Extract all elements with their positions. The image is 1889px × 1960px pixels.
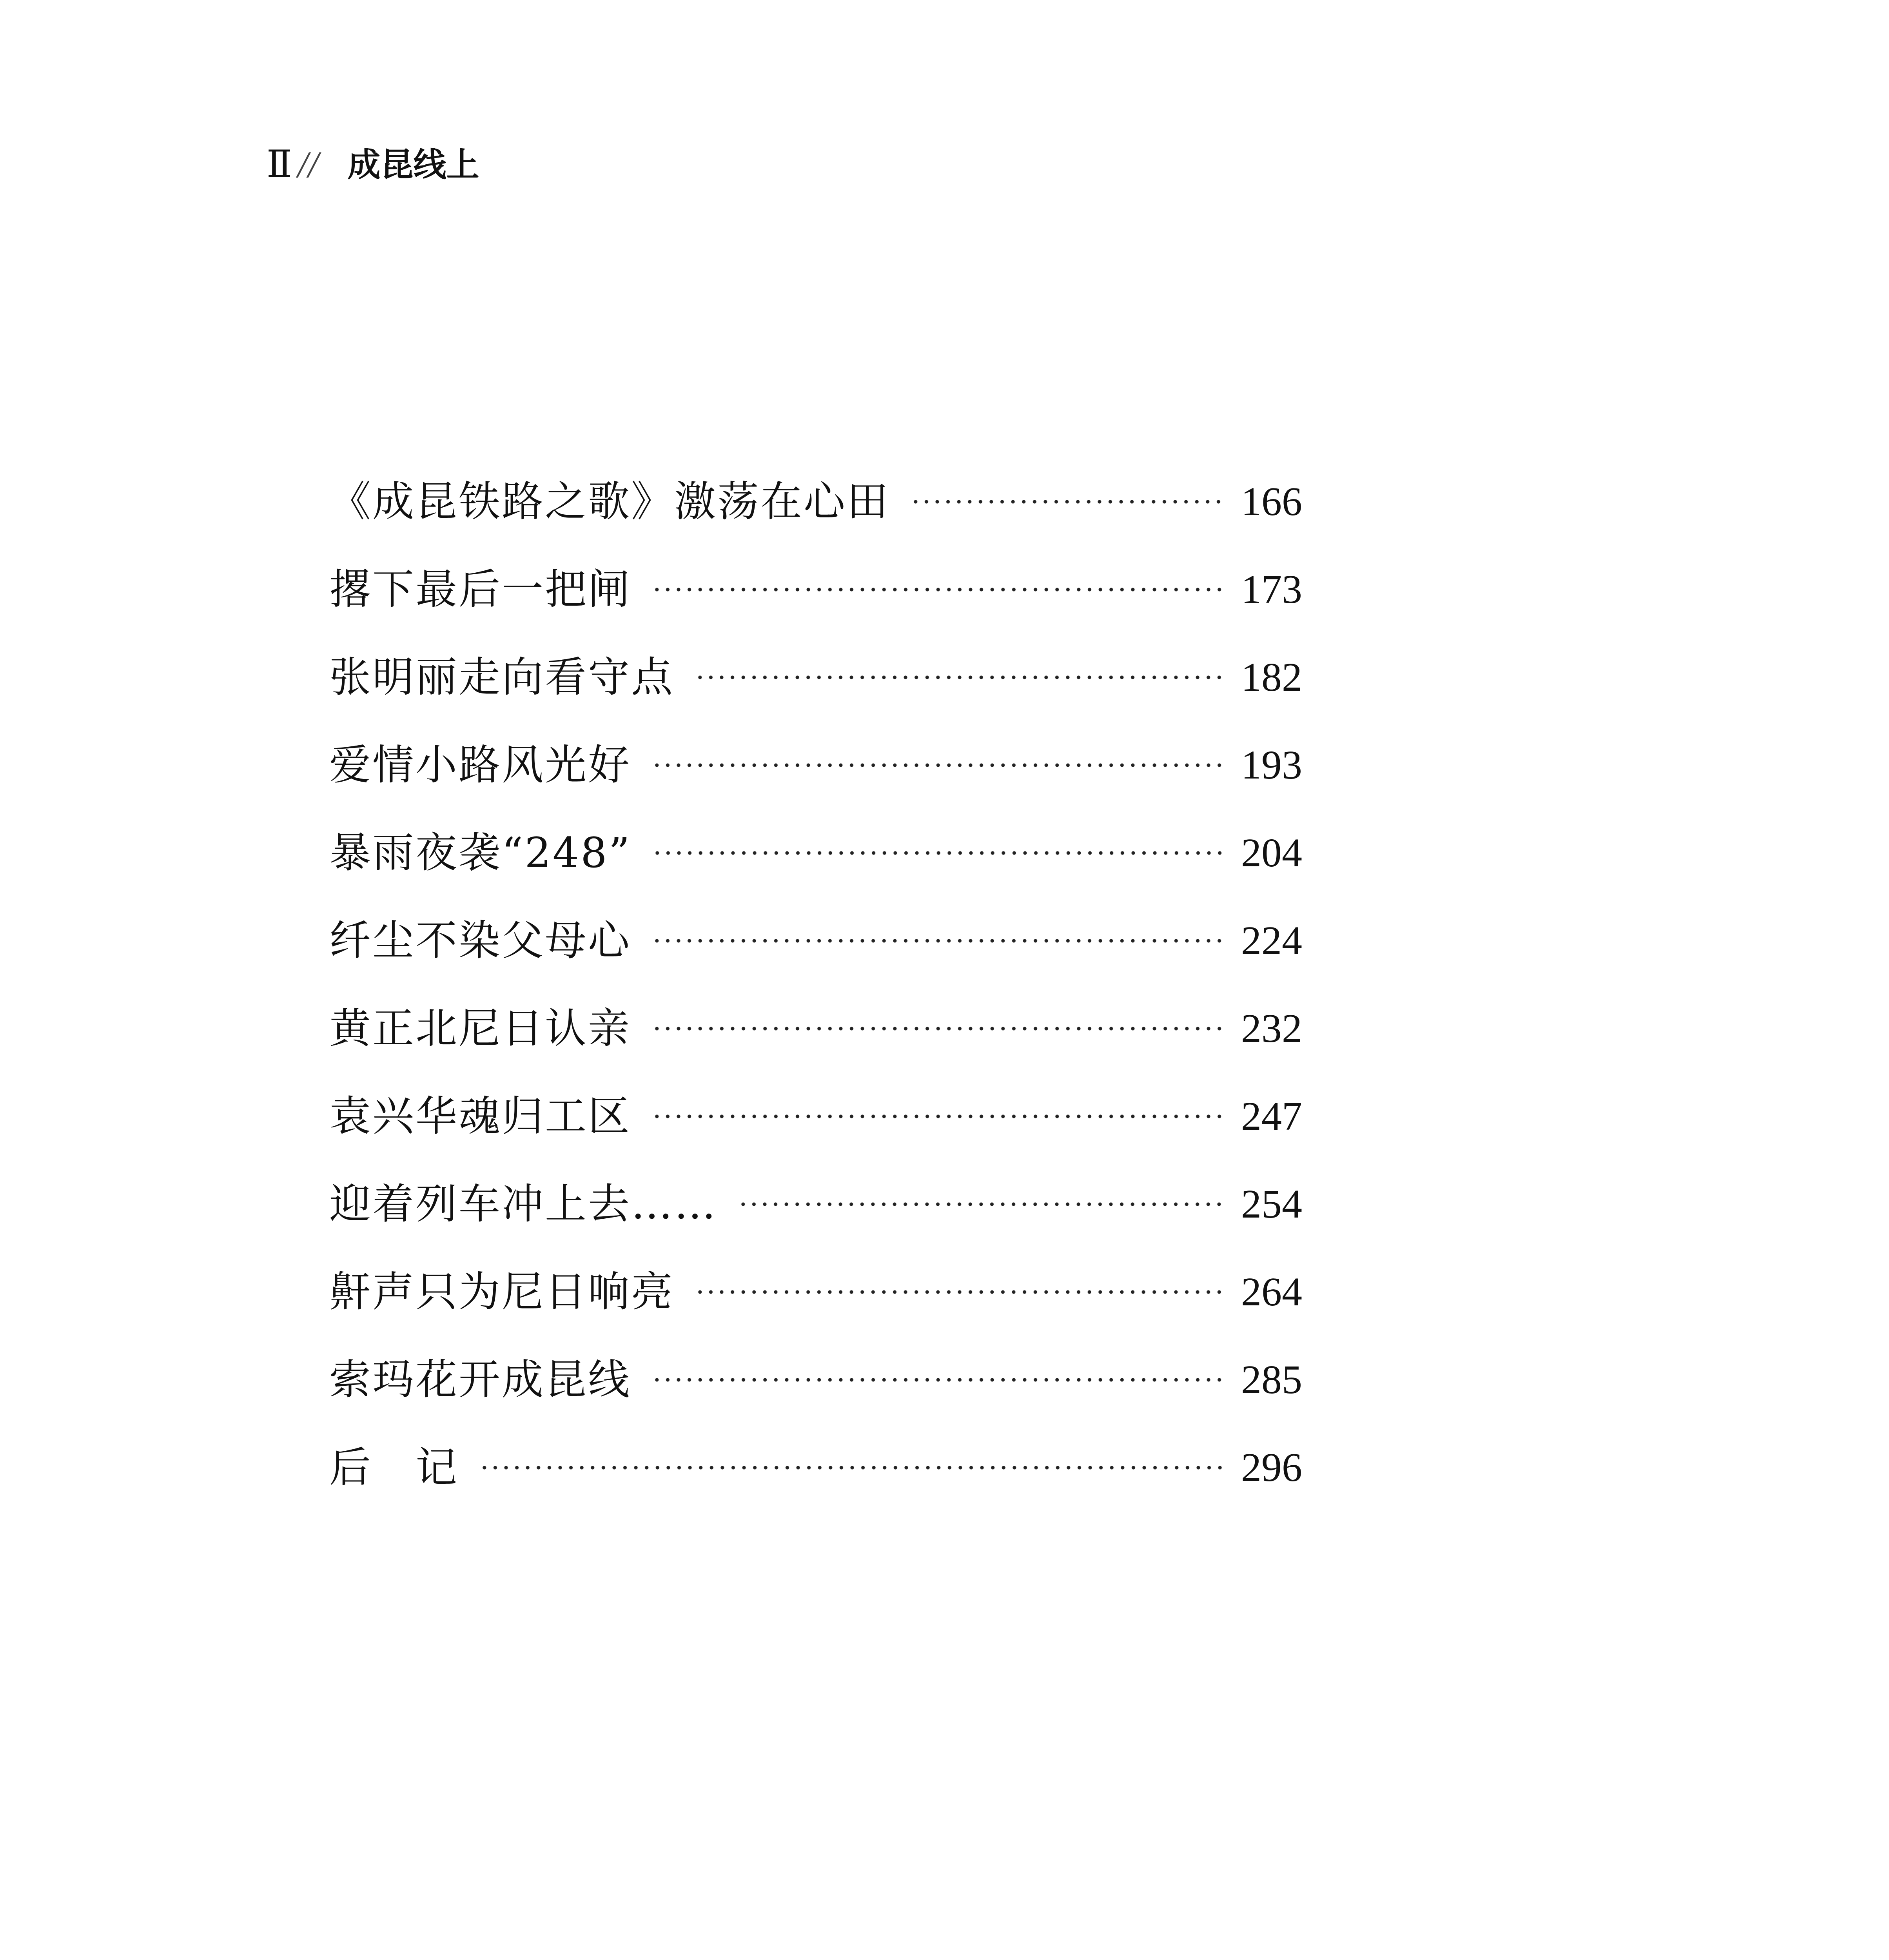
toc-entry-title: 后 记 (329, 1443, 459, 1492)
dot-leader (651, 1026, 1225, 1031)
toc-entry-page: 285 (1241, 1357, 1302, 1402)
toc-entry-page: 296 (1241, 1445, 1302, 1490)
toc-entry-page: 173 (1241, 567, 1302, 612)
book-title: 成昆线上 (347, 145, 479, 184)
toc-entry-page: 182 (1241, 655, 1302, 700)
toc-entry-title: 暴雨夜袭“248” (329, 829, 631, 877)
toc-entry-title: 《成昆铁路之歌》激荡在心田 (329, 477, 890, 526)
toc-entry[interactable] (329, 458, 1302, 546)
toc-entry-page: 204 (1241, 830, 1302, 875)
toc-entry[interactable] (329, 546, 1302, 633)
dot-leader (738, 1202, 1225, 1207)
toc-entry-title: 迎着列车冲上去…… (329, 1180, 717, 1228)
page-number: Ⅱ (267, 143, 292, 185)
toc-entry-title: 袁兴华魂归工区 (329, 1092, 631, 1140)
dot-leader (651, 587, 1225, 592)
toc-entry[interactable] (329, 1248, 1302, 1336)
dot-leader (910, 499, 1225, 504)
toc-entry-page: 247 (1241, 1094, 1302, 1139)
running-header (267, 137, 479, 192)
toc-entry[interactable] (329, 1160, 1302, 1248)
dot-leader (651, 1114, 1225, 1119)
toc-entry-title: 鼾声只为尼日响亮 (329, 1268, 674, 1316)
toc-entry-title: 张明丽走向看守点 (329, 653, 674, 701)
table-of-contents (329, 458, 1302, 1512)
toc-entry-title: 爱情小路风光好 (329, 741, 631, 789)
toc-entry-title: 撂下最后一把闸 (329, 565, 631, 613)
toc-entry[interactable] (329, 897, 1302, 985)
header-separator: // (298, 143, 319, 185)
toc-entry-page: 232 (1241, 1006, 1302, 1051)
dot-leader (651, 938, 1225, 943)
toc-entry-title: 纤尘不染父母心 (329, 916, 631, 965)
toc-entry-page: 166 (1241, 479, 1302, 524)
toc-entry-page: 264 (1241, 1269, 1302, 1314)
dot-leader (695, 675, 1225, 680)
dot-leader (652, 851, 1225, 855)
toc-entry-title: 黄正北尼日认亲 (329, 1004, 631, 1053)
dot-leader (479, 1465, 1225, 1470)
toc-entry[interactable] (329, 985, 1302, 1073)
toc-entry-page: 224 (1241, 918, 1302, 963)
toc-entry[interactable] (329, 809, 1302, 897)
toc-entry[interactable] (329, 1336, 1302, 1424)
toc-entry-page: 254 (1241, 1181, 1302, 1227)
toc-entry[interactable] (329, 1424, 1302, 1512)
dot-leader (651, 1377, 1225, 1382)
toc-entry[interactable] (329, 721, 1302, 809)
toc-entry-page: 193 (1241, 742, 1302, 788)
dot-leader (651, 763, 1225, 768)
dot-leader (695, 1290, 1225, 1294)
toc-entry[interactable] (329, 633, 1302, 721)
toc-entry[interactable] (329, 1073, 1302, 1160)
toc-entry-title: 索玛花开成昆线 (329, 1356, 631, 1404)
